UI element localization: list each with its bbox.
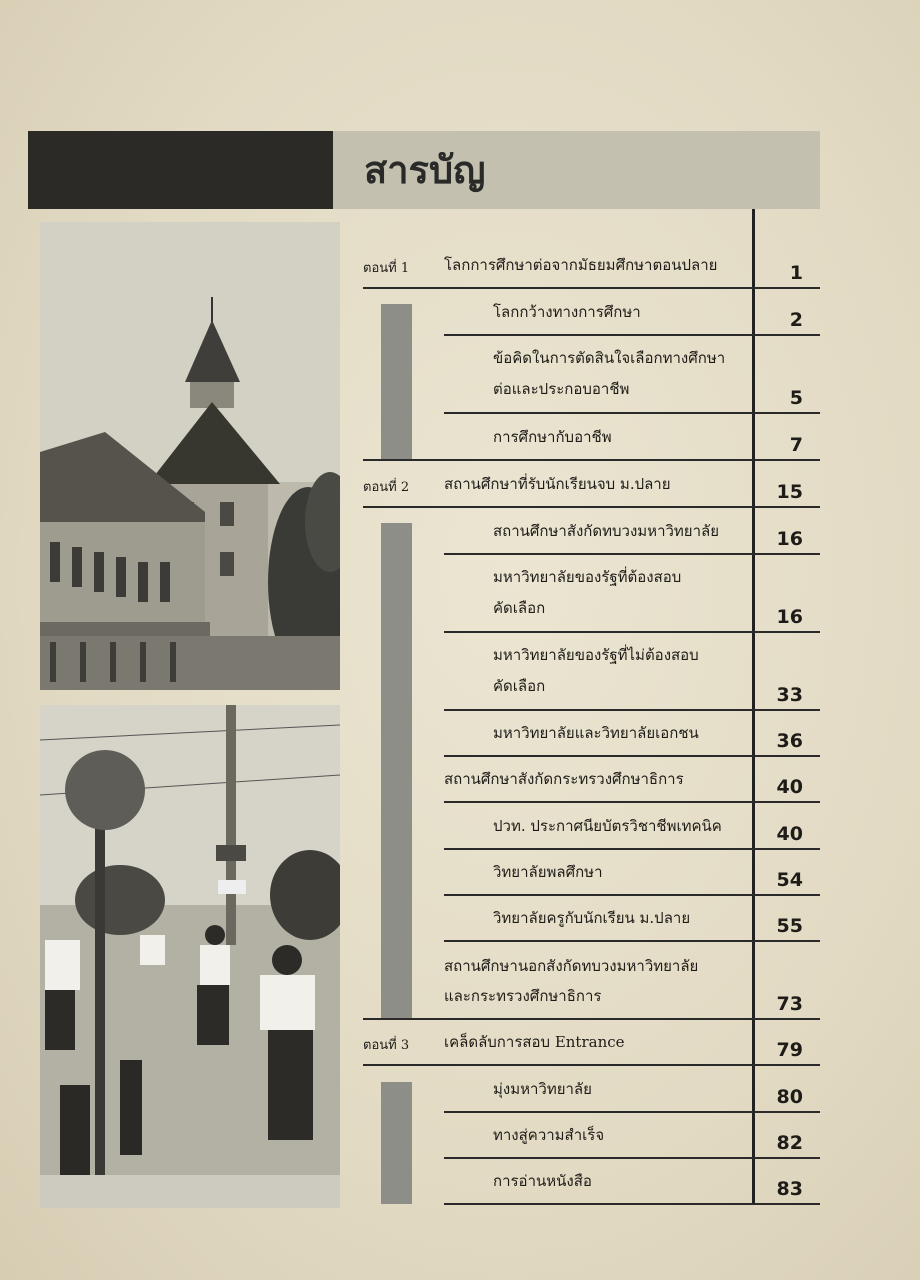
toc-page-number: 80: [776, 1086, 803, 1108]
toc-page-number: 79: [776, 1039, 803, 1061]
toc-page-number: 33: [776, 684, 803, 706]
toc-row[interactable]: [0, 335, 920, 413]
toc-entry-title: สถานศึกษาสังกัดทบวงมหาวิทยาลัย: [493, 522, 719, 540]
toc-row[interactable]: [0, 413, 920, 460]
toc-page-number: 40: [776, 776, 803, 798]
toc-row[interactable]: [0, 710, 920, 756]
toc-row[interactable]: [0, 1019, 920, 1065]
toc-entry-title: วิทยาลัยครูกับนักเรียน ม.ปลาย: [493, 909, 691, 927]
toc-entry-title: สถานศึกษาที่รับนักเรียนจบ ม.ปลาย: [444, 475, 671, 493]
toc-page-number: 55: [776, 915, 803, 937]
toc-row[interactable]: [0, 288, 920, 335]
toc-page-number: 83: [776, 1178, 803, 1200]
toc-page-number: 5: [789, 387, 803, 409]
toc-row[interactable]: [0, 460, 920, 507]
toc-entry-title: โลกกว้างทางการศึกษา: [493, 303, 641, 321]
toc-rule: [444, 1203, 820, 1205]
toc-row[interactable]: [0, 941, 920, 1019]
toc-page-number: 73: [776, 993, 803, 1015]
toc-entry-title-line2: คัดเลือก: [493, 599, 546, 617]
toc-part-label: ตอนที่ 2: [363, 480, 410, 495]
toc-page-number: 16: [776, 606, 803, 628]
toc-entry-title: ปวท. ประกาศนียบัตรวิชาชีพเทคนิค: [493, 817, 722, 835]
toc-row[interactable]: [0, 1112, 920, 1158]
toc-row[interactable]: [0, 507, 920, 554]
toc-part-label: ตอนที่ 3: [363, 1038, 410, 1053]
toc-row[interactable]: [0, 554, 920, 632]
toc-page-number: 1: [789, 262, 803, 284]
toc-page-number: 2: [789, 309, 803, 331]
toc-page-number: 7: [789, 434, 803, 456]
toc-page-number: 15: [776, 481, 803, 503]
toc-entry-title: วิทยาลัยพลศึกษา: [493, 863, 603, 881]
toc-row[interactable]: [0, 849, 920, 895]
toc-page-number: 16: [776, 528, 803, 550]
toc-entry-title-line1: สถานศึกษานอกสังกัดทบวงมหาวิทยาลัย: [444, 957, 699, 975]
toc-entry-title: การศึกษากับอาชีพ: [493, 428, 612, 446]
toc-entry-title-line1: มหาวิทยาลัยของรัฐที่ไม่ต้องสอบ: [493, 646, 699, 664]
toc-entry-title: การอ่านหนังสือ: [493, 1172, 592, 1190]
toc-entry-title-line2: และกระทรวงศึกษาธิการ: [444, 987, 602, 1005]
toc-entry-title: โลกการศึกษาต่อจากมัธยมศึกษาตอนปลาย: [444, 256, 718, 274]
toc-entry-title-line2: คัดเลือก: [493, 677, 546, 695]
toc-page-number: 82: [776, 1132, 803, 1154]
toc-part-label: ตอนที่ 1: [363, 261, 410, 276]
toc-entry-title: สถานศึกษาสังกัดกระทรวงศึกษาธิการ: [444, 770, 684, 788]
header-dark-band: [28, 131, 333, 209]
toc-page-number: 36: [776, 730, 803, 752]
page-title: สารบัญ: [364, 148, 486, 192]
toc-row[interactable]: [0, 1158, 920, 1204]
toc-row[interactable]: [0, 802, 920, 849]
toc-entry-title-line1: ข้อคิดในการตัดสินใจเลือกทางศึกษา: [493, 349, 726, 367]
toc-entry-title: มหาวิทยาลัยและวิทยาลัยเอกชน: [493, 724, 699, 742]
toc-row[interactable]: [0, 895, 920, 941]
toc-entry-title-line1: มหาวิทยาลัยของรัฐที่ต้องสอบ: [493, 568, 682, 586]
toc-entry-title-line2: ต่อและประกอบอาชีพ: [493, 380, 630, 398]
toc-page-number: 54: [776, 869, 803, 891]
toc-page-number: 40: [776, 823, 803, 845]
toc-entry-title: เคล็ดลับการสอบ Entrance: [444, 1033, 625, 1051]
toc-row[interactable]: [0, 756, 920, 802]
toc-row[interactable]: [0, 632, 920, 710]
toc-row[interactable]: [0, 242, 920, 288]
toc-row[interactable]: [0, 1065, 920, 1112]
toc-entry-title: มุ่งมหาวิทยาลัย: [493, 1080, 592, 1098]
toc-entry-title: ทางสู่ความสำเร็จ: [493, 1126, 605, 1144]
